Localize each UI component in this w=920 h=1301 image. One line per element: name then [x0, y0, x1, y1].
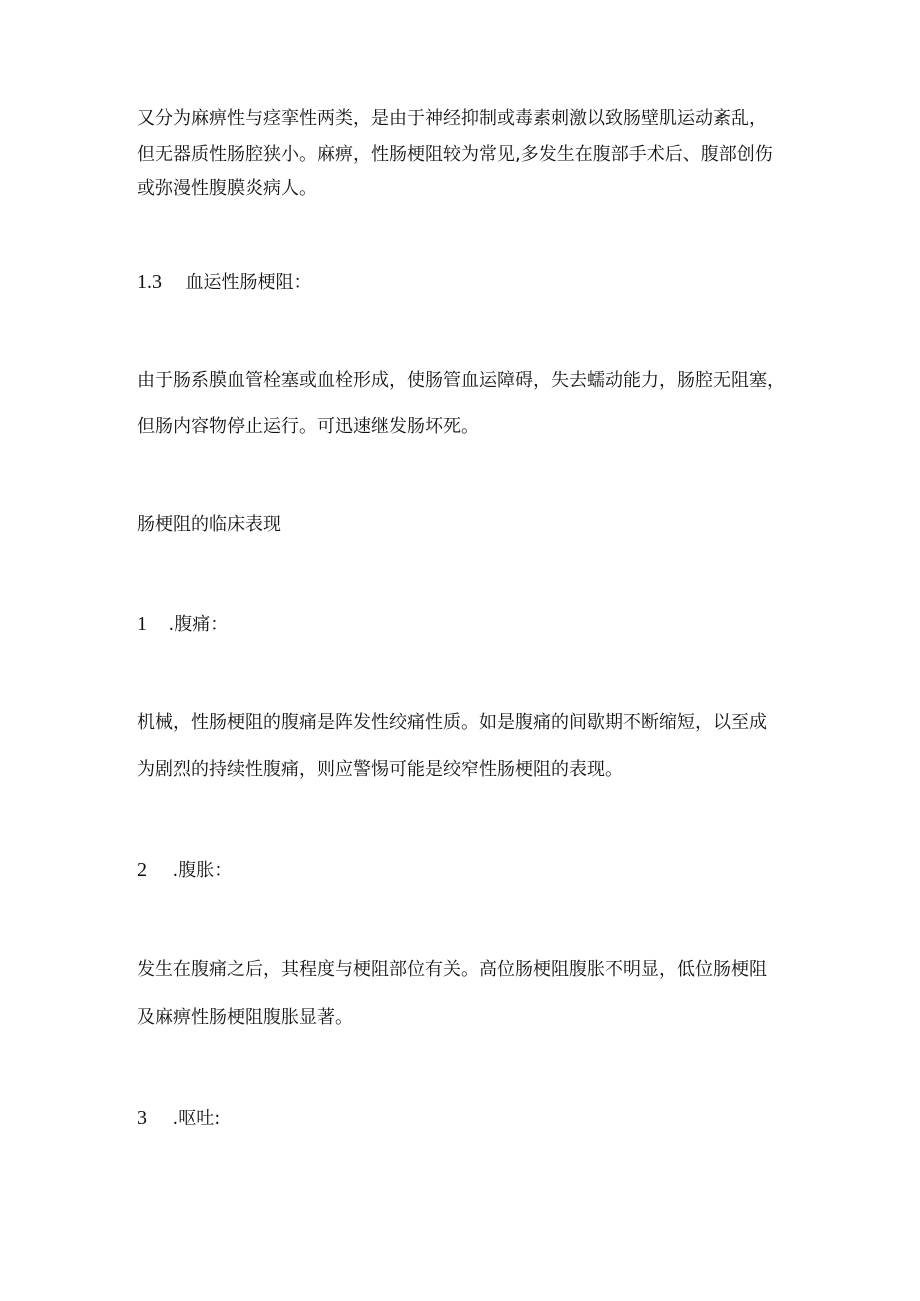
text-line: 由于肠系膜血管栓塞或血栓形成，使肠管血运障碍，失去蠕动能力，肠腔无阻塞，: [137, 370, 785, 391]
paragraph-abdominal-pain: [137, 713, 797, 780]
text-line: 或弥漫性腹膜炎病人。: [137, 178, 317, 199]
section-title-text: 肠梗阻的临床表现: [137, 514, 281, 535]
text-line: 发生在腹痛之后，其程度与梗阻部位有关。高位肠梗阻腹胀不明显，低位肠梗阻: [137, 959, 767, 980]
item-title: .呕吐:: [172, 1108, 221, 1129]
section-title: [137, 515, 797, 535]
heading-item-2: [137, 860, 797, 881]
item-title: .腹痛：: [168, 614, 229, 635]
text-line: 但无器质性肠腔狭小。麻痹，性肠梗阻较为常见,多发生在腹部手术后、腹部创伤: [137, 144, 773, 165]
text-line: 又分为麻痹性与痉挛性两类，是由于神经抑制或毒素刺激以致肠壁肌运动紊乱，: [137, 108, 767, 129]
heading-1-3: [137, 272, 797, 293]
paragraph-abdominal-distension: [137, 960, 797, 1028]
heading-number: 1.3: [137, 271, 162, 293]
heading-item-1: [137, 614, 797, 635]
text-line: 机械，性肠梗阻的腹痛是阵发性绞痛性质。如是腹痛的间歇期不断缩短，以至成: [137, 712, 767, 733]
item-title: .腹胀：: [172, 860, 233, 881]
text-line: 为剧烈的持续性腹痛，则应警惕可能是绞窄性肠梗阻的表现。: [137, 759, 623, 780]
item-number: 2: [137, 859, 147, 881]
heading-item-3: [137, 1108, 797, 1129]
heading-title: 血运性肠梗阻：: [185, 272, 312, 293]
item-number: 3: [137, 1107, 147, 1129]
paragraph-vascular-obstruction: [137, 371, 797, 437]
text-line: 及麻痹性肠梗阻腹胀显著。: [137, 1007, 353, 1028]
item-number: 1: [137, 613, 147, 635]
text-line: 但肠内容物停止运行。可迅速继发肠坏死。: [137, 416, 479, 437]
paragraph-paralytic-obstruction: [137, 109, 797, 199]
